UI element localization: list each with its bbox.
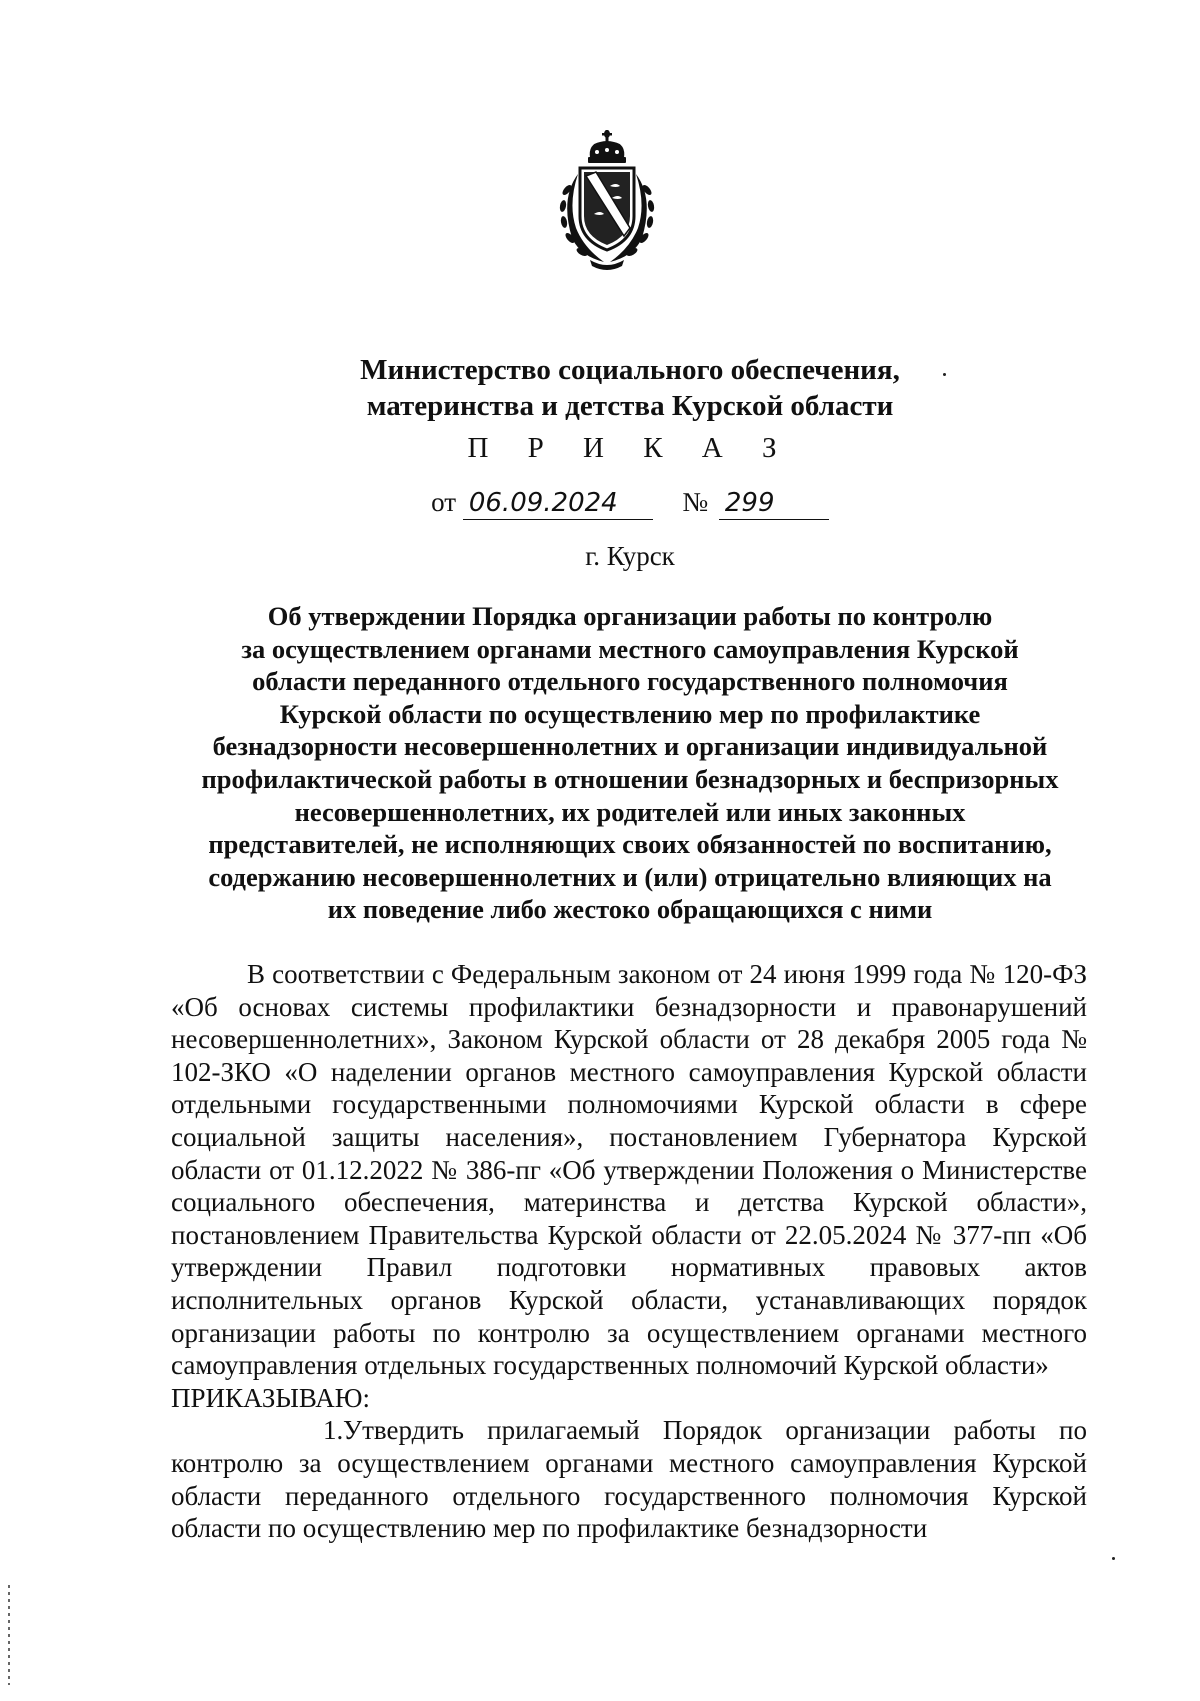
date-prefix: от bbox=[431, 487, 457, 517]
item-1-number: 1. bbox=[323, 1415, 344, 1446]
date-number-line bbox=[170, 484, 1090, 520]
preamble-paragraph: В соответствии с Федеральным законом от 24 июня 1999 года № 120-ФЗ «Об основах системы профилактики безнадзорности и правонарушений несовершеннолетних», Законом Курской области от 28 декабря 2005 года № 102-ЗКО «О наделении органов местного самоуправления Курской области отдельными государственными полномочиями Курской области в сфере социальной защиты населения», постановлением Губернатора Курской области от 01.12.2022 № 386-пг «Об утверждении Положения о Министерстве социального обеспечения, материнства и детства Курской области», постановлением Правительства Курской области от 22.05.2024 № 377-пп «Об утверждении Правил подготовки нормативных правовых актов исполнительных органов Курской области, устанавливающих порядок организации работы по контролю за осуществлением органами местного самоуправления отдельных государственных полномочий Курской области» bbox=[171, 959, 1087, 1381]
heading-line: их поведение либо жестоко обращающихся с ними bbox=[327, 894, 933, 925]
ministry-line-2: материнства и детства Курской области bbox=[366, 390, 894, 422]
document-title: П Р И К А З bbox=[467, 432, 793, 464]
scan-edge-mark bbox=[8, 1585, 10, 1685]
heading-line: Курской области по осуществлению мер по профилактике bbox=[279, 698, 981, 729]
item-1-text: Утвердить прилагаемый Порядок организации работы по контролю за осуществлением органами местного самоуправления Курской области переданного отдельного государственного полномочия Курской области по осуществлению мер по профилактике безнадзорности bbox=[171, 1415, 1087, 1544]
ministry-line-1: Министерство социального обеспечения, bbox=[360, 354, 900, 386]
heading-line: представителей, не исполняющих своих обязанностей по воспитанию, bbox=[208, 829, 1052, 860]
handwritten-date: 06.09.2024 bbox=[463, 489, 653, 520]
number-prefix: № bbox=[682, 487, 709, 517]
scan-speck bbox=[1112, 1557, 1115, 1560]
scan-speck bbox=[943, 373, 946, 376]
city-name: г. Курск bbox=[585, 541, 675, 571]
heading-line: содержанию несовершеннолетних и (или) отрицательно влияющих на bbox=[208, 861, 1052, 892]
heading-line: профилактической работы в отношении безнадзорных и беспризорных bbox=[201, 763, 1059, 794]
order-heading bbox=[165, 600, 1095, 926]
heading-line: безнадзорности несовершеннолетних и организации индивидуальной bbox=[212, 731, 1048, 762]
heading-line: несовершеннолетних, их родителей или иных законных bbox=[294, 796, 966, 827]
coat-of-arms-emblem bbox=[550, 128, 664, 272]
heading-line: за осуществлением органами местного самоуправления Курской bbox=[241, 633, 1019, 664]
order-word: ПРИКАЗЫВАЮ: bbox=[171, 1382, 370, 1413]
order-body bbox=[171, 958, 1087, 1545]
ministry-name bbox=[170, 352, 1090, 424]
heading-line: области переданного отдельного государственного полномочия bbox=[252, 666, 1008, 697]
handwritten-number: 299 bbox=[719, 489, 829, 520]
heading-line: Об утверждении Порядка организации работы по контролю bbox=[267, 601, 993, 631]
item-1-paragraph bbox=[171, 1414, 1087, 1544]
